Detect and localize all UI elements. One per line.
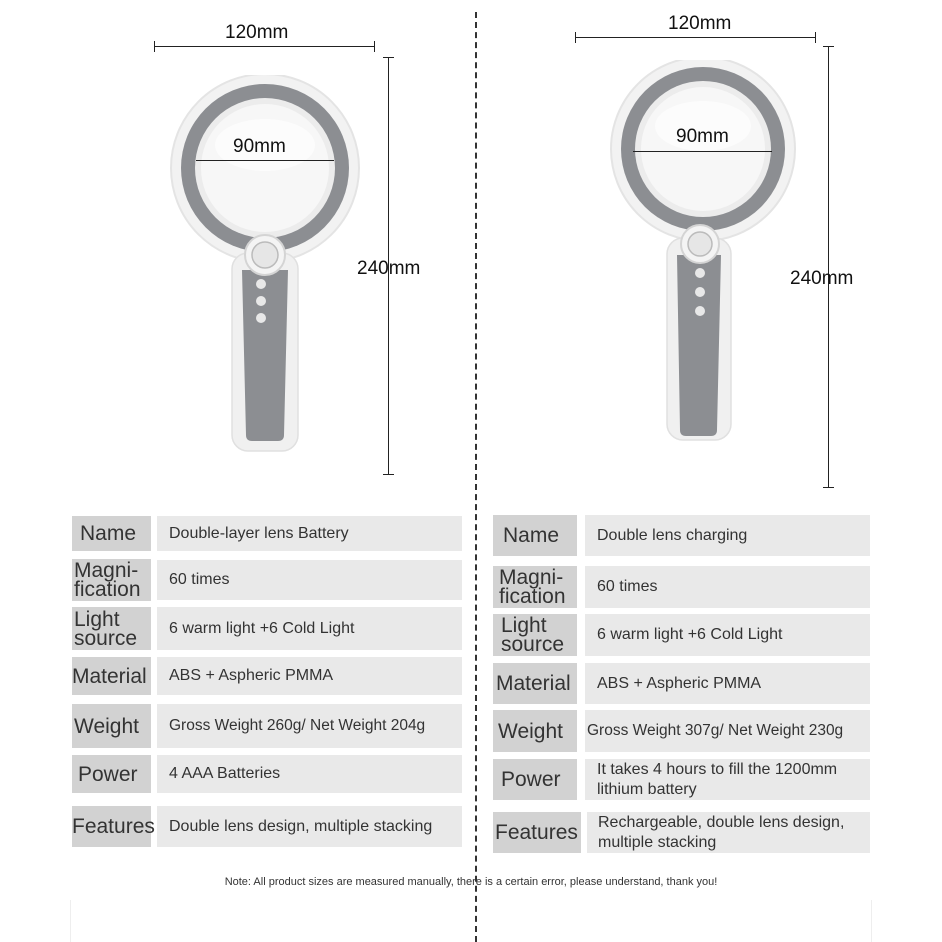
right-spec-value-power: It takes 4 hours to fill the 1200mm lithium battery — [585, 759, 870, 800]
right-lens-label: 90mm — [676, 126, 729, 147]
right-spec-label-features: Features — [493, 812, 581, 853]
right-spec-label-magnification-text: Magni- fication — [499, 566, 566, 608]
left-spec-label-light-source — [72, 607, 151, 650]
right-magnifier-image — [600, 60, 800, 445]
center-divider — [475, 12, 477, 942]
left-spec-label-features: Features — [72, 806, 151, 847]
right-spec-value-magnification: 60 times — [585, 566, 870, 608]
left-spec-value-name: Double-layer lens Battery — [157, 516, 462, 551]
left-spec-label-power: Power — [72, 755, 151, 793]
left-spec-value-features: Double lens design, multiple stacking — [157, 806, 462, 847]
left-spec-value-power: 4 AAA Batteries — [157, 755, 462, 793]
left-magnifier-image — [160, 75, 370, 460]
left-width-dimension — [154, 46, 375, 47]
left-spec-label-magnification-text: Magni- fication — [74, 559, 141, 601]
right-spec-label-material: Material — [493, 663, 577, 704]
right-width-label: 120mm — [668, 13, 732, 34]
right-spec-label-name: Name — [493, 515, 577, 556]
left-spec-value-magnification: 60 times — [157, 560, 462, 600]
left-spec-label-weight: Weight — [72, 704, 151, 748]
right-spec-value-light-source: 6 warm light +6 Cold Light — [585, 614, 870, 656]
right-spec-value-name: Double lens charging — [585, 515, 870, 556]
left-spec-label-name: Name — [72, 516, 151, 551]
right-width-dimension — [575, 37, 816, 38]
left-spec-value-light-source: 6 warm light +6 Cold Light — [157, 607, 462, 650]
right-spec-label-light-source-text: Light source — [501, 614, 565, 656]
left-lens-label: 90mm — [233, 136, 286, 157]
left-lens-dimension — [196, 160, 334, 161]
right-spec-label-power: Power — [493, 759, 577, 800]
right-spec-value-weight: Gross Weight 307g/ Net Weight 230g — [585, 710, 870, 752]
left-spec-label-material: Material — [72, 657, 151, 695]
left-spec-label-magnification — [72, 559, 151, 601]
left-spec-label-light-source-text: Light source — [74, 607, 138, 650]
left-spec-value-weight: Gross Weight 260g/ Net Weight 204g — [157, 704, 462, 748]
right-spec-label-magnification — [493, 566, 577, 608]
left-width-label: 120mm — [225, 22, 289, 43]
measurement-note: Note: All product sizes are measured manually, there is a certain error, please understand, thank you! — [224, 876, 718, 888]
left-spec-value-material: ABS + Aspheric PMMA — [157, 657, 462, 695]
right-lens-dimension — [633, 151, 772, 152]
right-spec-value-features: Rechargeable, double lens design, multiple stacking — [587, 812, 870, 853]
right-height-dimension — [828, 46, 829, 488]
right-spec-label-weight: Weight — [493, 710, 577, 752]
right-height-label: 240mm — [790, 268, 854, 289]
right-spec-value-material: ABS + Aspheric PMMA — [585, 663, 870, 704]
bottom-panel — [70, 900, 872, 942]
left-height-label: 240mm — [357, 258, 421, 279]
right-spec-label-light-source — [493, 614, 577, 656]
